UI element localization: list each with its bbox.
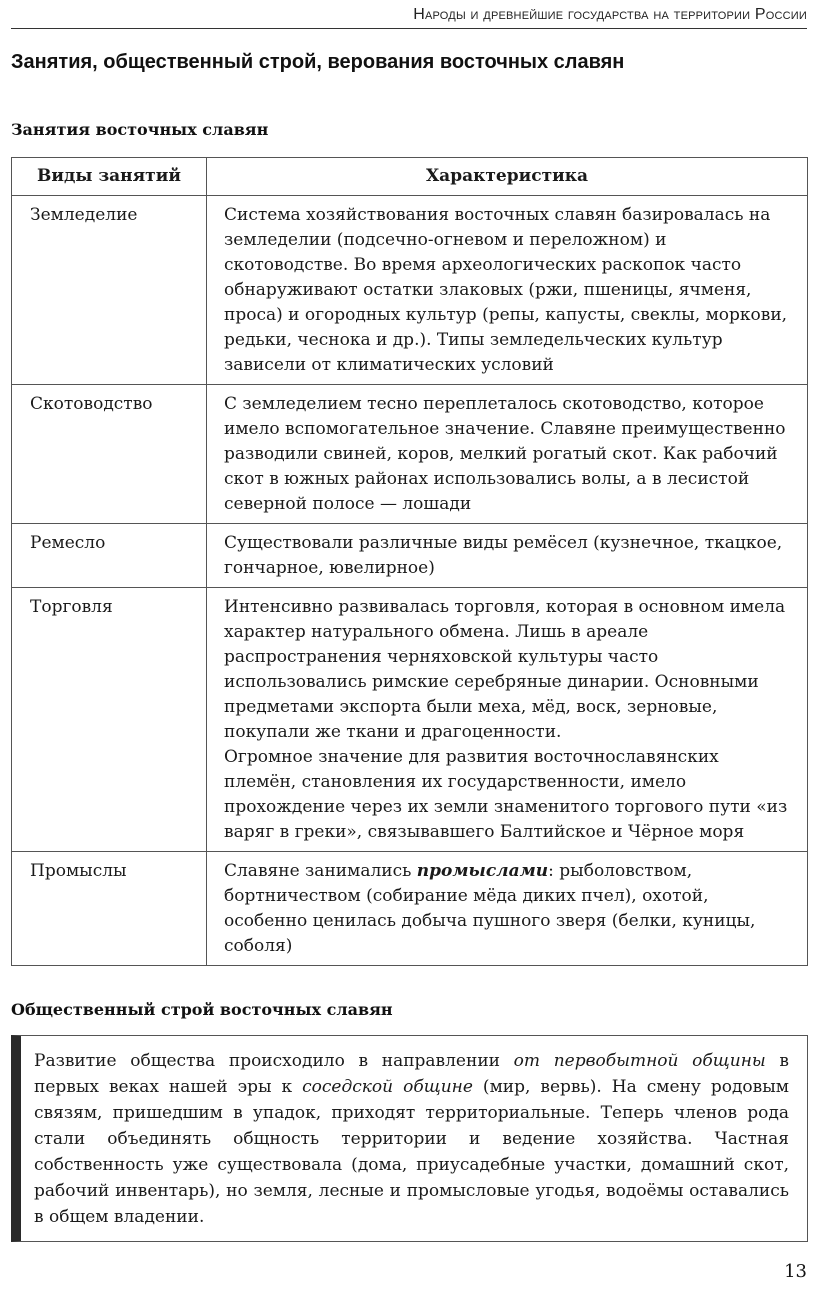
social-structure-callout (11, 1035, 808, 1242)
table-row (12, 196, 808, 385)
section-title-occupations: Занятия восточных славян (11, 120, 269, 139)
description-text: Существовали различные виды ремёсел (кузнечное, ткацкое, гончарное, ювелирное) (224, 533, 783, 578)
header-divider (11, 28, 807, 29)
page-number: 13 (784, 1261, 807, 1282)
callout-text: соседской общине (302, 1077, 473, 1097)
occupation-description-cell (207, 385, 808, 524)
callout-text: Развитие общества происходило в направлении (34, 1051, 514, 1071)
description-text: Огромное значение для развития восточнославянских племён, становления их государственности, имело прохождение через их земли знаменитого торгового пути «из варяг в греки», связывавшего Балтийское и Чёрное моря (224, 747, 788, 842)
description-text: Славяне занимались (224, 861, 417, 881)
running-head: Народы и древнейшие государства на территории России (413, 6, 807, 23)
callout-text: (мир, вервь). На смену родовым связям, пришедшим в упадок, приходят территориальные. Теперь членов рода стали объединять общность территории и ведение хозяйства. Частная собственность уже существовала (дома, приусадебные участки, домашний скот, рабочий инвентарь), но земля, лесные и промысловые угодья, водоёмы оставались в общем владении. (34, 1077, 789, 1227)
occupation-description-cell (207, 196, 808, 385)
section-title-social-structure: Общественный строй восточных славян (11, 1000, 393, 1019)
occupations-table (11, 157, 808, 966)
occupation-kind-cell: Скотоводство (12, 385, 207, 524)
description-text: Интенсивно развивалась торговля, которая в основном имела характер натурального обмена. Лишь в ареале распространения черняховской культуры часто использовались римские серебряные динарии. Основными предметами экспорта были меха, мёд, воск, зерновые, покупали же ткани и драгоценности. (224, 597, 786, 742)
callout-text: от первобытной общины (513, 1051, 766, 1071)
occupation-description-cell (207, 588, 808, 852)
occupation-kind-cell: Ремесло (12, 524, 207, 588)
occupation-description-cell (207, 852, 808, 966)
occupation-kind-cell: Земледелие (12, 196, 207, 385)
table-row (12, 385, 808, 524)
table-row (12, 588, 808, 852)
occupation-description-cell (207, 524, 808, 588)
callout-text: в первых веках нашей эры к (34, 1051, 789, 1097)
description-text: : рыболовством, бортничеством (собирание мёда диких пчел), охотой, особенно ценилась добыча пушного зверя (белки, куницы, соболя) (224, 861, 756, 956)
table-row (12, 524, 808, 588)
column-header-kind: Виды занятий (12, 158, 207, 196)
table-header-row (12, 158, 808, 196)
description-text: Система хозяйствования восточных славян базировалась на земледелии (подсечно-огневом и переложном) и скотоводстве. Во время археологических раскопок часто обнаруживают остатки злаковых (ржи, пшеницы, ячменя, проса) и огородных культур (репы, капусты, свеклы, моркови, редьки, чеснока и др.). Типы земледельческих культур зависели от климатических условий (224, 205, 788, 375)
column-header-description: Характеристика (207, 158, 808, 196)
page-title: Занятия, общественный строй, верования восточных славян (11, 51, 625, 73)
occupation-kind-cell: Торговля (12, 588, 207, 852)
description-text: С земледелием тесно переплеталось скотоводство, которое имело вспомогательное значение. Славяне преимущественно разводили свиней, коров, мелкий рогатый скот. Как рабочий скот в южных районах использовались волы, а в лесистой северной полосе — лошади (224, 394, 786, 514)
description-text: промыслами (416, 861, 549, 881)
occupation-kind-cell: Промыслы (12, 852, 207, 966)
table-row (12, 852, 808, 966)
